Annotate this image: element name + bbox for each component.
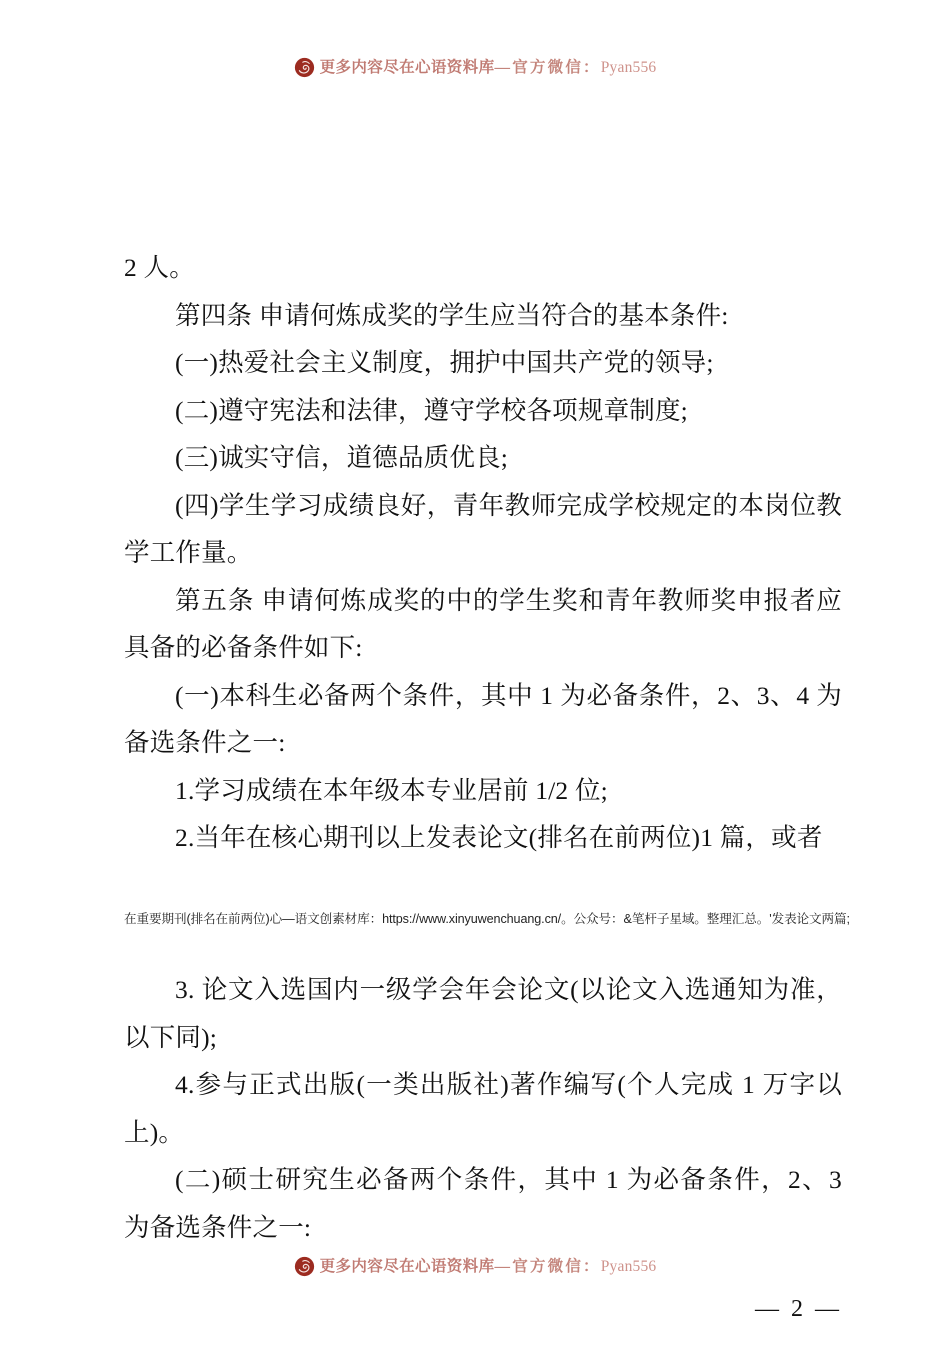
document-text-body [124, 244, 842, 862]
watermark-text-wechat-label: —官方微信： [494, 1257, 601, 1275]
swirl-circle-logo-icon [294, 1256, 315, 1277]
watermark-text-wechat-label: —官方微信： [494, 58, 601, 76]
watermark-banner-top [0, 57, 950, 78]
paragraph-sub-item-3: 3. 论文入选国内一级学会年会论文(以论文入选通知为准，以下同); [124, 975, 842, 1052]
document-text-body-lower [124, 966, 842, 1251]
paragraph-item-4: (四)学生学习成绩良好，青年教师完成学校规定的本岗位教学工作量。 [124, 490, 842, 567]
watermark-text [320, 60, 657, 76]
watermark-text [320, 1259, 657, 1275]
paragraph: 2 人。 [124, 253, 195, 282]
paragraph-article-five: 第五条 申请何炼成奖的中的学生奖和青年教师奖申报者应具备的必备条件如下: [124, 585, 842, 662]
watermark-text-wechat-id: Pyan556 [600, 1257, 657, 1275]
watermark-banner-bottom [0, 1256, 950, 1277]
paragraph-item-2: (二)遵守宪法和法律，遵守学校各项规章制度; [175, 395, 688, 425]
paragraph-master-conditions: (二)硕士研究生必备两个条件，其中 1 为必备条件，2、3 为备选条件之一: [124, 1165, 842, 1242]
paragraph-article-four: 第四条 申请何炼成奖的学生应当符合的基本条件: [175, 300, 729, 330]
paragraph-sub-item-2: 2.当年在核心期刊以上发表论文(排名在前两位)1 篇，或者 [175, 823, 823, 852]
paragraph-sub-item-4: 4.参与正式出版(一类出版社)著作编写(个人完成 1 万字以上)。 [124, 1070, 842, 1147]
watermark-text-main: 更多内容尽在心语资料库 [319, 1257, 495, 1275]
swirl-circle-logo-icon [294, 57, 315, 78]
watermark-text-main: 更多内容尽在心语资料库 [319, 58, 495, 76]
paragraph-undergraduate-conditions: (一)本科生必备两个条件，其中 1 为必备条件，2、3、4 为备选条件之一: [124, 680, 842, 757]
paragraph-item-1: (一)热爱社会主义制度，拥护中国共产党的领导; [175, 348, 714, 377]
page-number: — 2 — [755, 1296, 842, 1322]
watermark-text-wechat-id: Pyan556 [600, 58, 657, 76]
inserted-source-line: 在重要期刊(排名在前两位)心—语文创素材库：https://www.xinyuwenchuang.cn/。公众号：&笔杆子星域。整理汇总。'发表论文两篇; [124, 912, 850, 926]
paragraph-sub-item-1: 1.学习成绩在本年级本专业居前 1/2 位; [175, 775, 608, 805]
paragraph-item-3: (三)诚实守信，道德品质优良; [175, 443, 509, 472]
